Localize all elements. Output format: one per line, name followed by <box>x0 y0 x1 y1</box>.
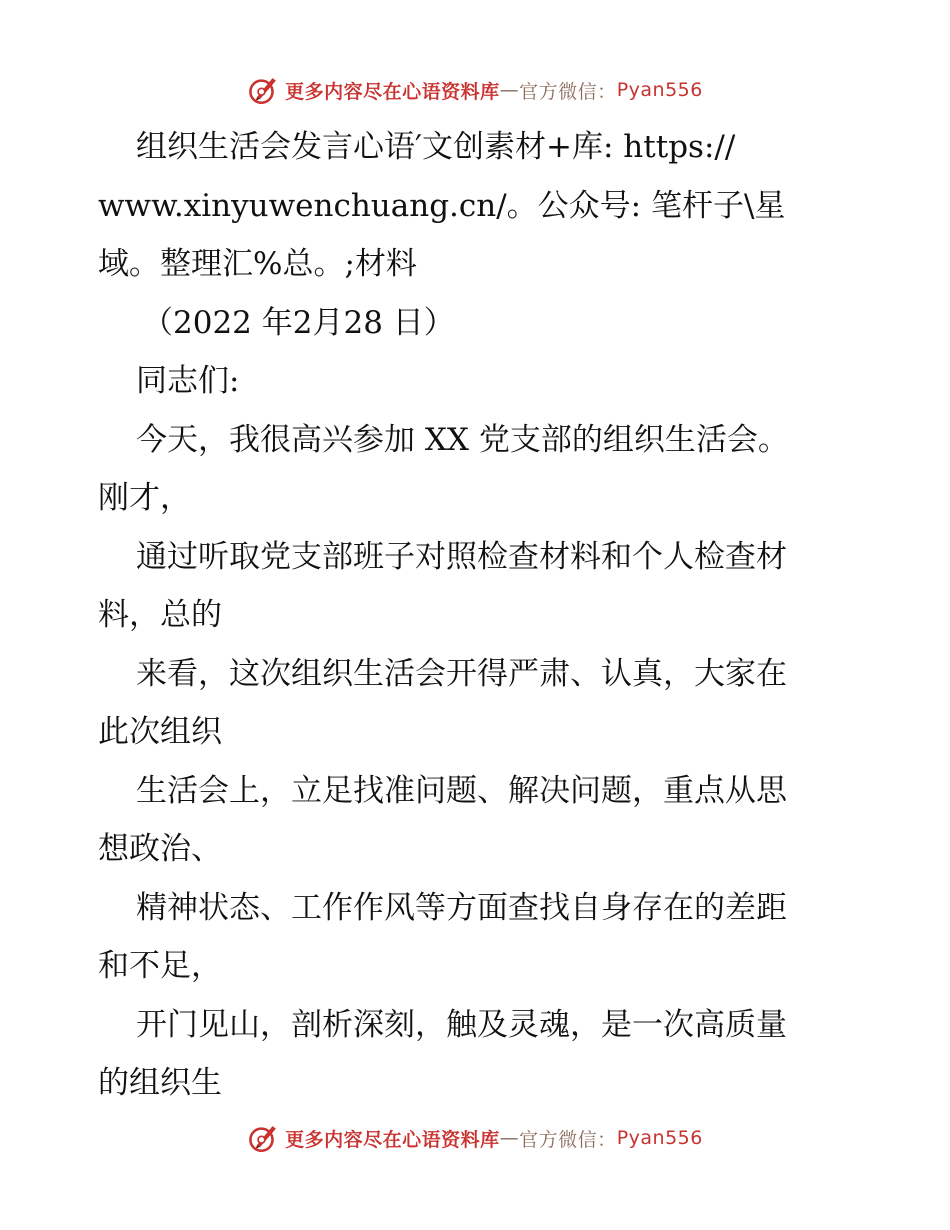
text-line: 此次组织 <box>98 714 222 750</box>
document-body <box>98 118 858 1113</box>
banner-slogan: 更多内容尽在心语资料库 <box>285 1128 500 1151</box>
text-line: 刚才， <box>98 480 191 516</box>
header-banner <box>0 70 950 110</box>
banner-wechat-label: 官方微信： <box>519 1128 617 1151</box>
text-line: 开门见山，剖析深刻，触及灵魂，是一次高质量 <box>136 1006 787 1043</box>
salutation: 同志们: <box>136 363 240 399</box>
text-line: 精神状态、工作作风等方面查找自身存在的差距 <box>136 889 787 926</box>
text-line: 和不足， <box>98 948 222 984</box>
date-line: （2022 年2月28 日） <box>142 304 455 341</box>
quill-pen-logo-icon <box>247 1121 281 1155</box>
footer-banner <box>0 1118 950 1158</box>
banner-wechat-id: Pyan556 <box>616 79 703 101</box>
banner-wechat-label: 官方微信： <box>519 80 617 103</box>
text-line: 今天，我很高兴参加 XX 党支部的组织生活会。 <box>136 421 789 458</box>
text-line: www.xinyuwenchuang.cn/。公众号: 笔杆子\星 <box>98 187 786 224</box>
quill-pen-logo-icon <box>247 73 281 107</box>
text-line: 的组织生 <box>98 1065 222 1101</box>
text-line: 组织生活会发言心语′文创素材+库: https:// <box>136 129 736 165</box>
text-line: 想政治、 <box>98 831 222 867</box>
text-line: 料，总的 <box>98 597 222 633</box>
text-line: 域。整理汇%总。;材料 <box>98 246 417 282</box>
text-line: 通过听取党支部班子对照检查材料和个人检查材 <box>136 538 787 575</box>
text-line: 来看，这次组织生活会开得严肃、认真，大家在 <box>136 655 787 692</box>
banner-slogan: 更多内容尽在心语资料库 <box>285 80 500 103</box>
banner-dash: — <box>499 79 520 101</box>
banner-wechat-id: Pyan556 <box>616 1127 703 1149</box>
text-line: 生活会上，立足找准问题、解决问题，重点从思 <box>136 772 787 809</box>
banner-dash: — <box>499 1127 520 1149</box>
